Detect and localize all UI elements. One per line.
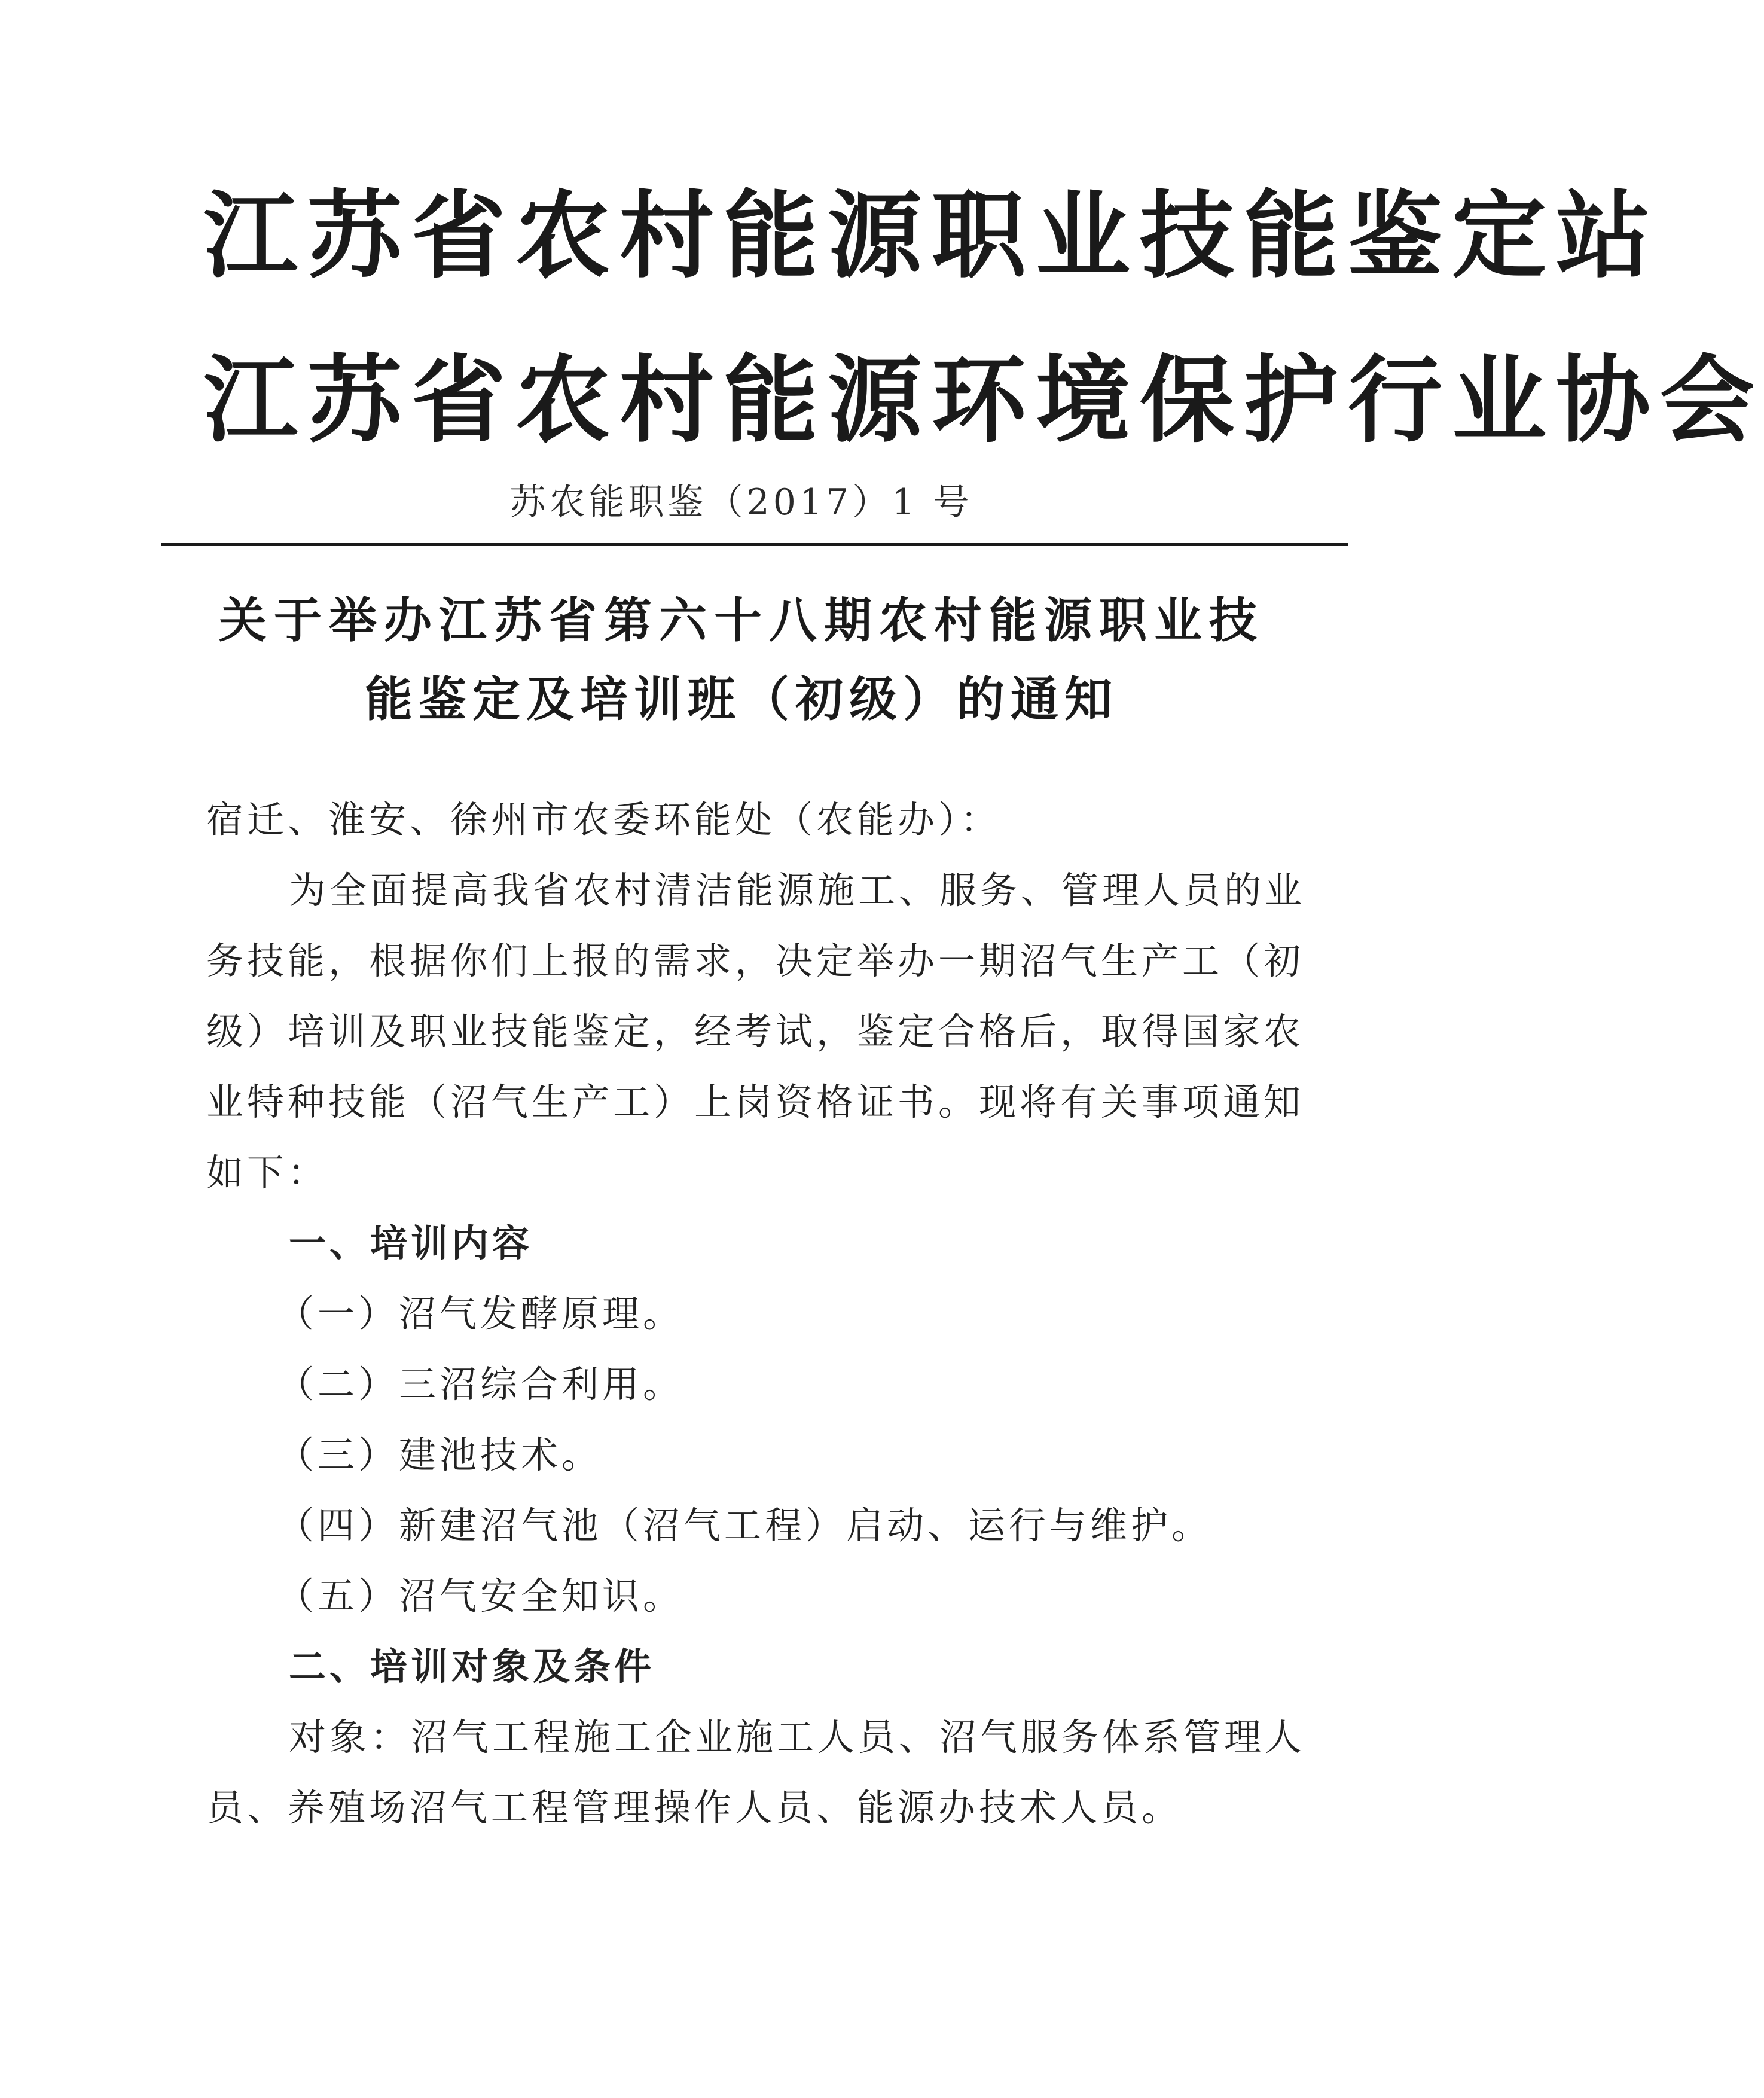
section-1-heading: 一、培训内容 [289,1221,533,1265]
notice-title-line-2: 能鉴定及培训班（初级）的通知 [365,672,1118,727]
intro-line: 业特种技能（沼气生产工）上岗资格证书。现将有关事项通知 [206,1080,1305,1124]
intro-line: 如下： [206,1151,329,1194]
section-1-item: （二）三沼综合利用。 [277,1362,684,1406]
section-2-text-line: 对象：沼气工程施工企业施工人员、沼气服务体系管理人 [289,1715,1306,1759]
notice-title-line-1: 关于举办江苏省第六十八期农村能源职业技 [219,593,1264,648]
intro-line: 级）培训及职业技能鉴定，经考试，鉴定合格后，取得国家农 [206,1010,1305,1053]
section-1-item: （四）新建沼气池（沼气工程）启动、运行与维护。 [277,1504,1213,1547]
intro-line: 务技能，根据你们上报的需求，决定举办一期沼气生产工（初 [206,939,1305,983]
section-2-text-line: 员、养殖场沼气工程管理操作人员、能源办技术人员。 [206,1786,1183,1829]
section-1-item: （一）沼气发酵原理。 [277,1292,684,1335]
intro-line: 为全面提高我省农村清洁能源施工、服务、管理人员的业 [289,868,1306,912]
section-2-heading: 二、培训对象及条件 [289,1645,655,1688]
section-1-item: （三）建池技术。 [277,1433,603,1477]
issuing-org-line-1: 江苏省农村能源职业技能鉴定站 [203,181,1660,291]
section-1-item: （五）沼气安全知识。 [277,1574,684,1618]
header-divider [161,543,1348,546]
addressee: 宿迁、淮安、徐州市农委环能处（农能办）： [206,798,1002,841]
issuing-org-line-2: 江苏省农村能源环境保护行业协会 [203,345,1764,456]
document-number: 苏农能职鉴（2017）1 号 [509,481,973,523]
